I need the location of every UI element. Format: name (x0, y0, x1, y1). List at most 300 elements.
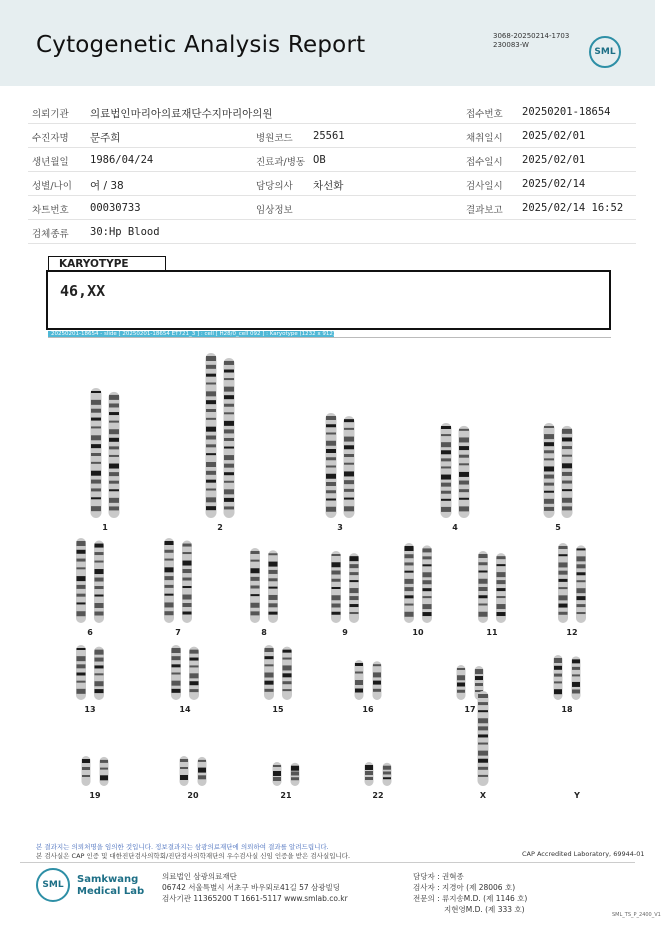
footer-note-1: 본 결과지는 의뢰처명을 임의한 것입니다. 정보결과지는 삼광의료재단에 의뢰하여 결과를 알려드립니다. (36, 843, 329, 851)
chromosome-band (344, 454, 354, 457)
chromosome-label: Y (574, 791, 580, 800)
chromosome-band (183, 552, 192, 554)
chromosome-band (405, 587, 414, 591)
chromosome-band (344, 428, 354, 430)
chromosome-band (326, 466, 336, 468)
chromosome-band (355, 680, 363, 685)
report-code-line1: 3068-20250214-1703 (493, 32, 570, 40)
chromosome-label: 4 (452, 523, 458, 532)
chromosome-label: 9 (342, 628, 348, 637)
report-code-line2: 230083-W (493, 41, 529, 49)
chromosome-band (224, 412, 234, 414)
sex-age-label: 성별/나이 (32, 181, 72, 192)
staff-list (413, 871, 527, 915)
chromosome-band (559, 604, 568, 608)
chromosome-band (283, 681, 292, 684)
karyogram (40, 345, 640, 815)
chromosome-band (206, 497, 216, 502)
chromosome-band (350, 612, 359, 614)
chromosome-band (344, 445, 354, 449)
chromosome-band (190, 689, 199, 692)
chart-value: 00030733 (90, 202, 141, 214)
chromosome-band (544, 450, 554, 453)
chromosome-band (77, 673, 86, 676)
chromosome-band (172, 681, 181, 686)
specimen-label: 검체종류 (32, 229, 69, 240)
chromosome-band (95, 650, 104, 655)
clinical-label: 임상정보 (256, 205, 293, 216)
chromosome-band (457, 683, 465, 687)
chromosome-band (224, 387, 234, 392)
chromosome-band (405, 604, 414, 606)
chromosome (224, 358, 235, 518)
chromosome-band (206, 400, 216, 404)
chromosome-band (497, 564, 506, 566)
chromosome-band (269, 612, 278, 615)
chromosome-band (180, 767, 188, 769)
chromosome-band (77, 648, 86, 650)
chromosome-band (544, 426, 554, 428)
chromosome-band (82, 767, 90, 770)
chromosome-band (479, 604, 488, 606)
birth-label: 생년월일 (32, 157, 69, 168)
chromosome-band (109, 489, 119, 491)
chromosome-band (544, 491, 554, 493)
chromosome-label: 10 (412, 628, 424, 637)
chromosome (76, 645, 86, 700)
chromosome-band (183, 586, 192, 588)
lab-address (162, 871, 348, 904)
chromosome-band (478, 710, 488, 712)
chromosome-band (82, 759, 90, 763)
chromosome-band (91, 400, 101, 405)
chromosome-band (572, 674, 580, 676)
dept-value: OB (313, 154, 326, 166)
chromosome-band (562, 472, 572, 476)
chromosome-band (224, 481, 234, 483)
chromosome-band (405, 612, 414, 617)
chromosome-band (251, 611, 260, 615)
staff-line2: 검사자 : 지경아 (제 28006 호) (413, 883, 516, 892)
chromosome-band (224, 455, 234, 460)
chromosome-band (165, 567, 174, 572)
chromosome-band (109, 395, 119, 400)
chromosome-band (95, 612, 104, 616)
chromosome-band (497, 596, 506, 598)
chromosome-band (441, 458, 451, 461)
chromosome-band (251, 568, 260, 573)
chromosome-band (224, 404, 234, 407)
chromosome-band (332, 554, 341, 556)
chromosome-band (77, 656, 86, 661)
chromosome-band (109, 506, 119, 510)
chromosome (344, 416, 355, 518)
chromosome-band (224, 464, 234, 468)
institution-label: 의뢰기관 (32, 109, 69, 120)
collection-date-label: 채취일시 (466, 133, 503, 144)
address-line3: 검사기관 11365200 T 1661-5117 www.smlab.co.kr (162, 894, 348, 903)
chromosome-band (251, 603, 260, 608)
specimen-value: 30:Hp Blood (90, 226, 160, 238)
chromosome-band (554, 689, 562, 694)
chromosome-band (350, 588, 359, 593)
chromosome-band (100, 768, 108, 770)
chromosome-band (423, 548, 432, 552)
chromosome-band (95, 665, 104, 668)
chromosome-band (562, 455, 572, 457)
chromosome-label: 17 (464, 705, 476, 714)
chromosome-band (224, 472, 234, 475)
chromosome-band (165, 550, 174, 553)
chromosome-band (577, 612, 586, 614)
chromosome-label: 5 (555, 523, 561, 532)
chromosome-band (441, 491, 451, 494)
chromosome-band (478, 718, 488, 723)
chromosome-band (269, 553, 278, 555)
chromosome-band (224, 438, 234, 441)
chromosome-band (206, 365, 216, 369)
chromosome-band (441, 450, 451, 454)
chromosome (264, 645, 274, 700)
receipt-no-value: 20250201-18654 (522, 106, 611, 118)
chromosome-band (190, 681, 199, 685)
chromosome-band (554, 666, 562, 670)
chromosome-band (109, 412, 119, 415)
chromosome (554, 655, 563, 700)
patient-value: 문주희 (90, 132, 121, 144)
chromosome-band (326, 433, 336, 435)
chromosome (404, 543, 414, 623)
chromosome-band (326, 490, 336, 493)
chromosome-band (441, 483, 451, 487)
chromosome-band (459, 455, 469, 458)
chromosome-band (479, 571, 488, 573)
brand-line2: Medical Lab (77, 886, 145, 897)
chromosome-band (459, 437, 469, 442)
chromosome-band (373, 664, 381, 666)
chromosome (189, 647, 199, 700)
chromosome-band (91, 426, 101, 428)
exam-date-label: 검사일시 (466, 181, 503, 192)
chromosome-band (344, 489, 354, 492)
chromosome (572, 656, 581, 700)
chromosome-label: 1 (102, 523, 108, 532)
chromosome-band (326, 507, 336, 512)
chromosome-band (572, 659, 580, 663)
chromosome-body (373, 661, 382, 700)
chromosome-band (77, 585, 86, 589)
sml-logo: SML (589, 36, 621, 68)
chromosome-band (350, 556, 359, 561)
chromosome-band (423, 556, 432, 559)
chromosome-band (165, 576, 174, 580)
chromosome-band (77, 602, 86, 604)
footer-note-2: 본 검사실은 CAP 인증 및 대한진단검사의학회/진단검사의학재단의 우수검사실 신임 인증을 받은 검사실입니다. (36, 852, 351, 860)
chromosome-band (95, 586, 104, 589)
form-number: SML_TS_P_2400_V1 (612, 912, 661, 918)
chromosome-band (459, 472, 469, 477)
chromosome-band (332, 587, 341, 589)
chromosome-band (559, 546, 568, 549)
chromosome-band (269, 562, 278, 567)
chromosome-band (365, 777, 373, 780)
chromosome-band (291, 771, 299, 775)
chromosome-band (183, 561, 192, 566)
chromosome-band (383, 777, 391, 779)
chromosome-band (332, 612, 341, 615)
chromosome-band (183, 578, 192, 581)
chromosome-band (577, 548, 586, 550)
chromosome-band (269, 570, 278, 574)
brand-line1: Samkwang (77, 874, 139, 885)
chromosome-band (77, 541, 86, 546)
chromosome-band (441, 442, 451, 447)
chromosome (94, 541, 104, 623)
chromosome-label: 19 (89, 791, 101, 800)
chromosome-label: 7 (175, 628, 181, 637)
chromosome-band (109, 455, 119, 457)
chromosome-band (91, 391, 101, 393)
chromosome-band (283, 665, 292, 670)
chromosome-band (562, 506, 572, 510)
chromosome-band (577, 588, 586, 593)
chromosome-band (265, 656, 274, 659)
chromosome-band (265, 648, 274, 652)
chromosome-band (457, 675, 465, 680)
chromosome-band (577, 604, 586, 607)
image-caption: 20250201-18654 - slide [ 20250201-18654 ET721_3 ] : cell [ H28/0_cell 092 ] : Karyotype (1232 x 912) (48, 331, 334, 338)
chromosome-band (479, 595, 488, 598)
chromosome-band (183, 544, 192, 547)
chromosome-label: 13 (84, 705, 96, 714)
chromosome-band (497, 612, 506, 616)
info-row (28, 124, 636, 148)
chromosome-band (265, 664, 274, 666)
chromosome-band (109, 446, 119, 449)
chromosome-band (77, 550, 86, 554)
report-value: 2025/02/14 16:52 (522, 202, 624, 214)
chromosome-band (109, 403, 119, 407)
chromosome-band (109, 498, 119, 503)
chromosome-band (273, 777, 281, 781)
chromosome-band (559, 612, 568, 615)
chromosome-band (405, 554, 414, 558)
chromosome-band (269, 603, 278, 607)
chromosome-band (206, 444, 216, 447)
chromosome-band (172, 664, 181, 667)
chromosome-band (326, 416, 336, 420)
chromosome-band (478, 775, 488, 777)
chromosome-band (180, 775, 188, 780)
chromosome-band (326, 482, 336, 486)
chromosome (250, 548, 260, 623)
sex-age-value: 여 / 38 (90, 180, 124, 192)
chromosome-band (109, 421, 119, 423)
chromosome-band (165, 541, 174, 545)
chromosome-band (91, 418, 101, 421)
chromosome-band (95, 658, 104, 662)
chromosome-band (95, 673, 104, 675)
chromosome-band (405, 546, 414, 551)
chromosome-band (423, 612, 432, 616)
chromosome-band (572, 689, 580, 693)
chromosome-band (91, 471, 101, 476)
chromosome-band (283, 658, 292, 660)
chromosome-band (109, 472, 119, 476)
chromosome-band (95, 578, 104, 582)
chromosome-band (283, 650, 292, 653)
chromosome-band (497, 556, 506, 559)
chromosome-label: 15 (272, 705, 284, 714)
chromosome-band (183, 603, 192, 607)
receipt-date-value: 2025/02/01 (522, 154, 586, 166)
chromosome (496, 553, 506, 623)
chromosome-band (479, 579, 488, 584)
chromosome-band (459, 446, 469, 450)
chromosome-band (478, 694, 488, 698)
chromosome-band (373, 672, 381, 677)
chromosome-band (91, 462, 101, 464)
chromosome-band (423, 604, 432, 609)
chromosome-label: 8 (261, 628, 267, 637)
brand-name (77, 874, 144, 898)
chromosome-band (224, 370, 234, 373)
chromosome (82, 756, 91, 786)
chromosome-band (206, 436, 216, 440)
chromosome-band (562, 489, 572, 491)
chromosome-band (559, 562, 568, 567)
chromosome-band (206, 427, 216, 432)
staff-line1: 담당자 : 권혁종 (413, 872, 464, 881)
chromosome-band (77, 664, 86, 668)
chromosome-band (478, 726, 488, 730)
chromosome-band (77, 559, 86, 562)
chromosome (182, 541, 192, 623)
chromosome-band (441, 475, 451, 480)
chromosome-band (91, 497, 101, 499)
hospital-code-label: 병원코드 (256, 133, 293, 144)
chromosome-band (91, 409, 101, 413)
chromosome-band (441, 499, 451, 501)
chromosome-band (251, 586, 260, 589)
chromosome-label: 6 (87, 628, 93, 637)
chromosome-band (562, 429, 572, 434)
chromosome-band (95, 681, 104, 686)
chromosome-band (475, 676, 483, 680)
chromosome-band (165, 602, 174, 607)
chromosome-band (190, 658, 199, 661)
chromosome-band (544, 466, 554, 471)
chromosome-band (350, 604, 359, 607)
chromosome-band (77, 576, 86, 581)
chromosome-band (183, 612, 192, 615)
receipt-no-label: 접수번호 (466, 109, 503, 120)
info-row (28, 148, 636, 172)
chromosome (331, 551, 341, 623)
chromosome-band (326, 424, 336, 427)
chromosome-band (459, 498, 469, 500)
institution-value: 의료법인마리아의료재단수지마리아의원 (90, 108, 273, 120)
chromosome-band (479, 612, 488, 617)
chromosome-band (497, 580, 506, 584)
chromosome-band (265, 689, 274, 692)
chromosome-band (332, 604, 341, 608)
report-header (0, 0, 655, 86)
chromosome-band (475, 683, 483, 686)
chromosome-band (423, 596, 432, 598)
chromosome-band (224, 506, 234, 509)
chromosome-band (478, 751, 488, 756)
chromosome-band (332, 562, 341, 567)
chromosome-label: 3 (337, 523, 343, 532)
chromosome-band (350, 596, 359, 600)
chromosome-band (100, 760, 108, 763)
chromosome-band (562, 437, 572, 441)
info-row (28, 220, 636, 244)
chromosome-band (350, 580, 359, 582)
chromosome (206, 353, 217, 518)
chromosome-band (206, 383, 216, 385)
chromosome-band (198, 768, 206, 773)
chromosome-band (475, 669, 483, 674)
chromosome-band (91, 435, 101, 440)
chromosome-band (577, 580, 586, 582)
chromosome-band (459, 463, 469, 465)
chromosome-band (251, 577, 260, 581)
chromosome-band (383, 771, 391, 774)
report-code (493, 32, 569, 50)
doctor-label: 담당의사 (256, 181, 293, 192)
chromosome-band (355, 663, 363, 666)
chromosome (282, 647, 292, 700)
chromosome-band (183, 595, 192, 600)
chromosome-band (172, 648, 181, 653)
exam-date-value: 2025/02/14 (522, 178, 586, 190)
chromosome-band (326, 457, 336, 460)
chromosome-band (459, 489, 469, 492)
chromosome-band (383, 766, 391, 770)
chromosome-band (273, 765, 281, 767)
chromosome-band (459, 429, 469, 431)
chromosome-band (365, 765, 373, 770)
chromosome-band (554, 681, 562, 683)
chromosome-band (172, 673, 181, 675)
chromosome-band (206, 489, 216, 491)
chromosome-body (441, 423, 452, 518)
chromosome-band (172, 689, 181, 693)
chromosome-label: 18 (561, 705, 573, 714)
chromosome-band (82, 775, 90, 777)
chromosome-band (95, 561, 104, 563)
chromosome-band (95, 689, 104, 693)
chromosome-band (326, 474, 336, 479)
info-row (28, 172, 636, 196)
chromosome-band (344, 471, 354, 476)
chromosome-band (91, 480, 101, 484)
chromosome-band (478, 759, 488, 763)
chromosome-band (206, 506, 216, 510)
chromosome-band (479, 587, 488, 591)
chromosome-band (206, 374, 216, 377)
chromosome-label: 2 (217, 523, 223, 532)
chromosome-band (251, 594, 260, 596)
chromosome (291, 763, 300, 786)
chromosome-band (165, 611, 174, 615)
chromosome-band (559, 579, 568, 582)
chromosome-label: X (479, 791, 487, 800)
chromosome-band (478, 767, 488, 770)
chromosome-band (95, 595, 104, 597)
